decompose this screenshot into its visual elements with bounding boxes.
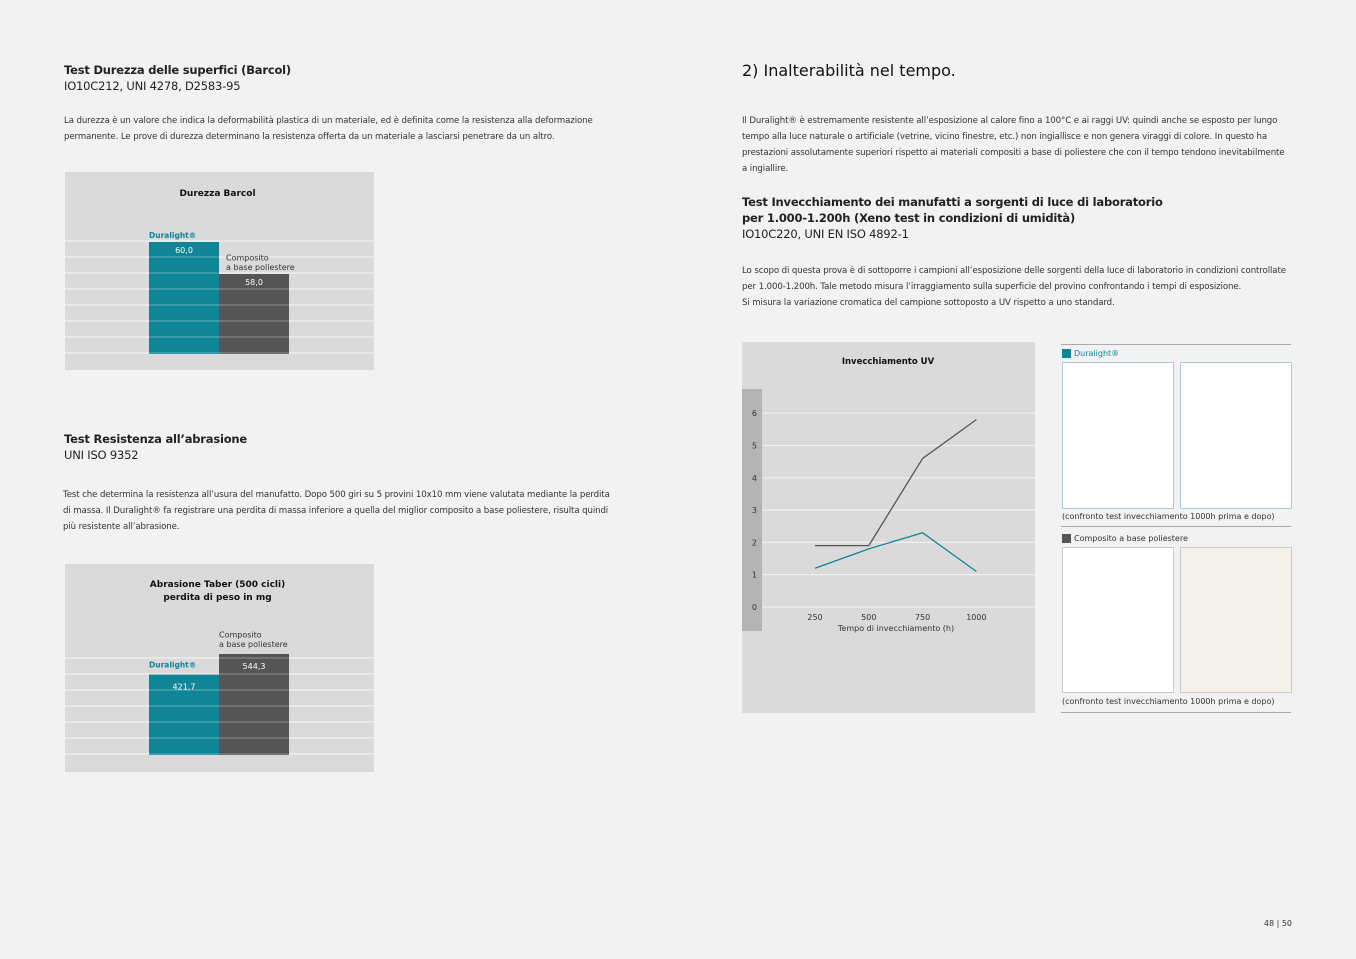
abrasion-heading: Test Resistenza all’abrasione (64, 432, 248, 446)
x-tick-label: 500 (861, 613, 877, 622)
x-tick-label: 1000 (966, 613, 987, 622)
series-line (815, 420, 976, 546)
y-tick-label: 2 (751, 538, 757, 548)
composite-sample-after (1180, 547, 1292, 693)
x-axis-label: Tempo di invecchiamento (h) (837, 624, 955, 633)
value-label: 421,7 (172, 682, 196, 692)
uv-chart (742, 342, 1035, 713)
category-label: a base poliestere (219, 640, 288, 649)
abrasion-chart-svg (65, 564, 374, 772)
abrasion-standard: UNI ISO 9352 (64, 448, 139, 462)
value-label: 544,3 (242, 662, 266, 671)
abrasion-section (64, 431, 624, 463)
chart-title: perdita di peso in mg (163, 593, 272, 603)
y-tick-label: 4 (751, 473, 757, 483)
barcol-heading: Test Durezza delle superfici (Barcol) (64, 63, 291, 77)
xeno-standard: IO10C220, UNI EN ISO 4892-1 (742, 227, 909, 241)
category-label: Composito (219, 630, 262, 640)
duralight-legend (1062, 349, 1119, 359)
x-tick-label: 750 (914, 613, 931, 622)
chart-title: Invecchiamento UV (841, 357, 935, 367)
duralight-caption: (confronto test invecchiamento 1000h prima e dopo) (1062, 512, 1275, 521)
barcol-chart (65, 172, 374, 370)
barcol-text: La durezza è un valore che indica la deformabilità plastica di un materiale, ed è definita come la resistenza alla deformazione permanente. Le prove di durezza determinano la resistenza offerta da un materiale a lasciarsi penetrare da un altro. (64, 116, 593, 142)
section-title: 2) Inalterabilità nel tempo. (742, 61, 956, 80)
y-tick-label: 3 (751, 506, 757, 516)
xeno-section (742, 194, 1302, 242)
composite-caption: (confronto test invecchiamento 1000h prima e dopo) (1062, 697, 1275, 706)
barcol-chart-svg (65, 172, 374, 370)
y-tick-label: 6 (751, 409, 757, 419)
composite-legend-label: Composito a base poliestere (1074, 534, 1188, 543)
abrasion-text: Test che determina la resistenza all’usura del manufatto. Dopo 500 giri su 5 provini 10x10 mm viene valutata mediante la perdita di massa. Il Duralight® fa registrare una perdita di massa inferiore a quella del miglior composito a base poliestere, risulta quindi più resistente all’abrasione. (63, 490, 610, 532)
value-label: 58,0 (245, 278, 263, 287)
duralight-legend-label: Duralight® (1074, 349, 1120, 358)
x-tick-label: 250 (807, 613, 823, 622)
uv-chart-svg (742, 342, 1035, 713)
chart-title: Abrasione Taber (500 cicli) (149, 580, 286, 590)
top-rule (1061, 344, 1291, 345)
uv-intro-text: Il Duralight® è estremamente resistente all’esposizione al calore fino a 100°C e ai raggi UV: quindi anche se esposto per lungo tempo alla luce naturale o artificiale (vetrine, vicino finestre, etc.) non ingiallisce e non genera viraggi di colore. In questo ha prestazioni assolutamente superiori rispetto ai materiali compositi a base di poliestere che con il tempo tendono inevitabilmente a ingiallire. (742, 116, 1285, 174)
xeno-heading-line1: Test Invecchiamento dei manufatti a sorgenti di luce di laboratorio (742, 195, 1163, 209)
composite-swatch (1062, 534, 1071, 543)
chart-title: Durezza Barcol (179, 189, 256, 199)
bottom-rule (1061, 712, 1291, 713)
series-line (815, 533, 976, 572)
category-label: Duralight® (149, 231, 197, 240)
y-tick-label: 5 (751, 441, 757, 451)
middle-rule (1061, 526, 1291, 527)
xeno-text-line2: Si misura la variazione cromatica del campione sottoposto a UV rispetto a uno standard. (742, 298, 1115, 308)
category-label: Duralight® (149, 660, 197, 670)
barcol-section (64, 62, 624, 94)
xeno-text (742, 263, 1290, 311)
duralight-sample-before (1062, 362, 1174, 509)
value-label: 60,0 (175, 246, 193, 255)
category-label: a base poliestere (226, 263, 295, 272)
duralight-swatch (1062, 349, 1071, 358)
composite-sample-before (1062, 547, 1174, 693)
xeno-text-line1: Lo scopo di questa prova è di sottoporre i campioni all’esposizione delle sorgenti della luce di laboratorio in condizioni controllate per 1.000-1.200h. Tale metodo misura l’irraggiamento sulla superficie del provino confrontando i tempi di esposizione. (742, 266, 1286, 292)
barcol-standard: IO10C212, UNI 4278, D2583-95 (64, 79, 241, 93)
category-label: Composito (226, 253, 269, 263)
y-tick-label: 0 (751, 603, 757, 612)
page-number: 48 | 50 (1263, 919, 1292, 928)
abrasion-chart (65, 564, 374, 772)
y-tick-label: 1 (751, 570, 757, 580)
composite-legend (1062, 534, 1188, 544)
duralight-sample-after (1180, 362, 1292, 509)
xeno-heading-line2: per 1.000-1.200h (Xeno test in condizioni di umidità) (742, 211, 1076, 225)
